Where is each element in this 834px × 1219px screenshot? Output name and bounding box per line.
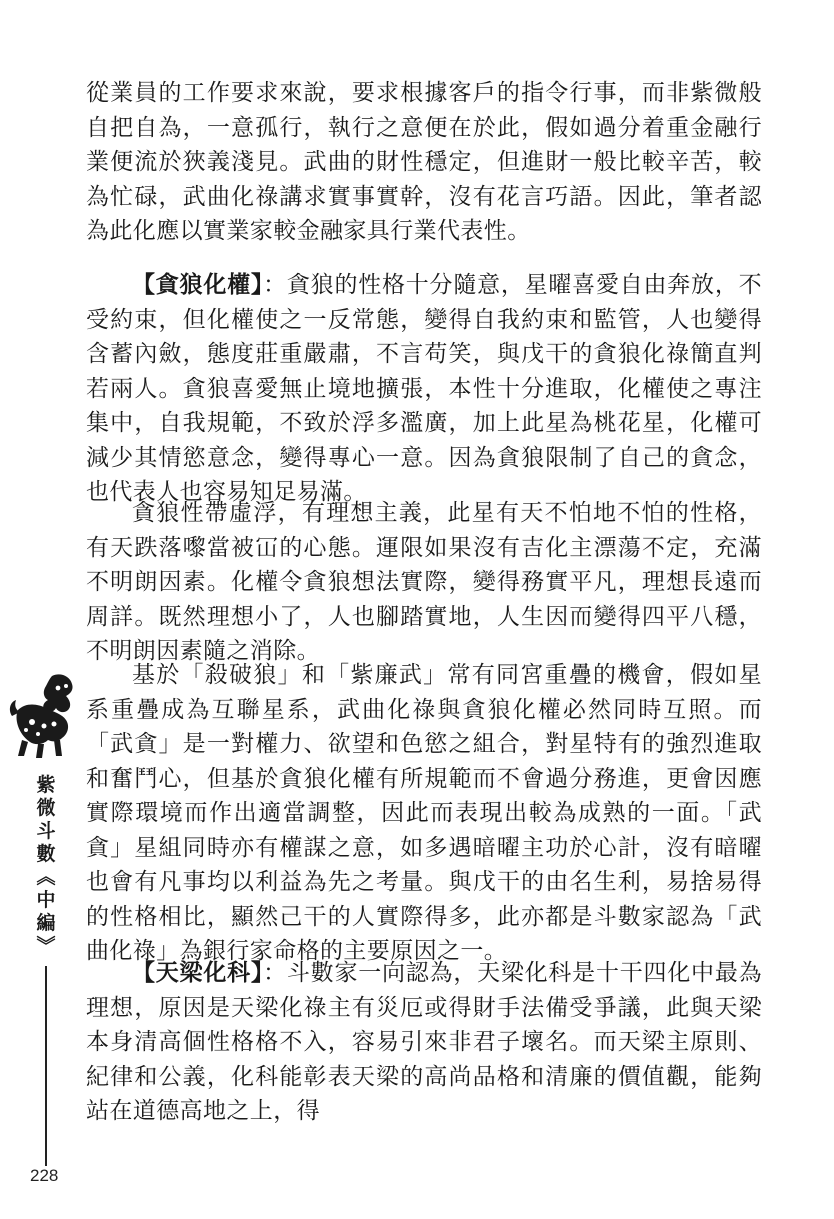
paragraph-3: 貪狼性帶虛浮，有理想主義，此星有天不怕地不怕的性格，有天跌落嚟當被冚的心態。運限如果沒有吉化主漂蕩不定，充滿不明朗因素。化權令貪狼想法實際，變得務實平凡，理想長遠而周詳。既然理想小了，人也腳踏實地，人生因而變得四平八穩，不明朗因素隨之消除。: [86, 500, 762, 664]
title-char: ︽: [36, 866, 56, 888]
page-number: 228: [30, 1166, 59, 1185]
paragraph-5-body: ：斗數家一向認為，天梁化科是十干四化中最為理想，原因是天梁化祿主有災厄或得財手法備受爭議，此與天梁本身清高個性格格不入，容易引來非君子壞名。而天梁主原則、紀律和公義，化科能彰表天梁的高尚品格和清廉的價值觀，能夠站在道德高地之上，得: [86, 960, 762, 1124]
title-char: ︾: [36, 935, 56, 957]
paragraph-4: 基於「殺破狼」和「紫廉武」常有同宮重疊的機會，假如星系重疊成為互聯星系，武曲化祿與貪狼化權必然同時互照。而「武貪」是一對權力、欲望和色慾之組合，對星特有的強烈進取和奮鬥心，但基於貪狼化權有所規範而不會過分務進，更會因應實際環境而作出適當調整，因此而表現出較為成熟的一面。「武貪」星組同時亦有權謀之意，如多遇暗曜主功於心計，沒有暗曜也會有凡事均以利益為先之考量。與戊干的由名生利，易捨易得的性格相比，顯然己干的人實際得多，此亦都是斗數家認為「武曲化祿」為銀行家命格的主要原因之一。: [86, 662, 762, 964]
title-char: 中: [36, 889, 56, 911]
title-char: 數: [36, 843, 56, 865]
margin-rule: [45, 966, 47, 1166]
section-heading-tanlang: 【貪狼化權】: [132, 271, 264, 298]
title-char: 紫: [36, 774, 56, 796]
paragraph-5: [86, 956, 762, 1129]
paragraph-1: 從業員的工作要求來說，要求根據客戶的指令行事，而非紫微般自把自為，一意孤行，執行之意便在於此，假如過分着重金融行業便流於狹義淺見。武曲的財性穩定，但進財一般比較辛苦，較為忙碌，武曲化祿講求實事實幹，沒有花言巧語。因此，筆者認為此化應以實業家較金融家具行業代表性。: [86, 80, 762, 244]
section-heading-tianliang: 【天梁化科】: [132, 959, 264, 986]
title-char: 微: [36, 797, 56, 819]
lion-emblem-icon: [8, 670, 80, 760]
title-char: 編: [36, 912, 56, 934]
paragraph-2-body: ：貪狼的性格十分隨意，星曜喜愛自由奔放，不受約束，但化權使之一反常態，變得自我約束和監管，人也變得含蓄內斂，態度莊重嚴肅，不言苟笑，與戊干的貪狼化祿簡直判若兩人。貪狼喜愛無止境地擴張，本性十分進取，化權使之專注集中，自我規範，不致於浮多濫廣，加上此星為桃花星，化權可減少其情慾意念，變得專心一意。因為貪狼限制了自己的貪念，也代表人也容易知足易滿。: [86, 272, 762, 505]
vertical-book-title: [34, 774, 58, 958]
title-char: 斗: [36, 820, 56, 842]
paragraph-2: [86, 268, 762, 510]
